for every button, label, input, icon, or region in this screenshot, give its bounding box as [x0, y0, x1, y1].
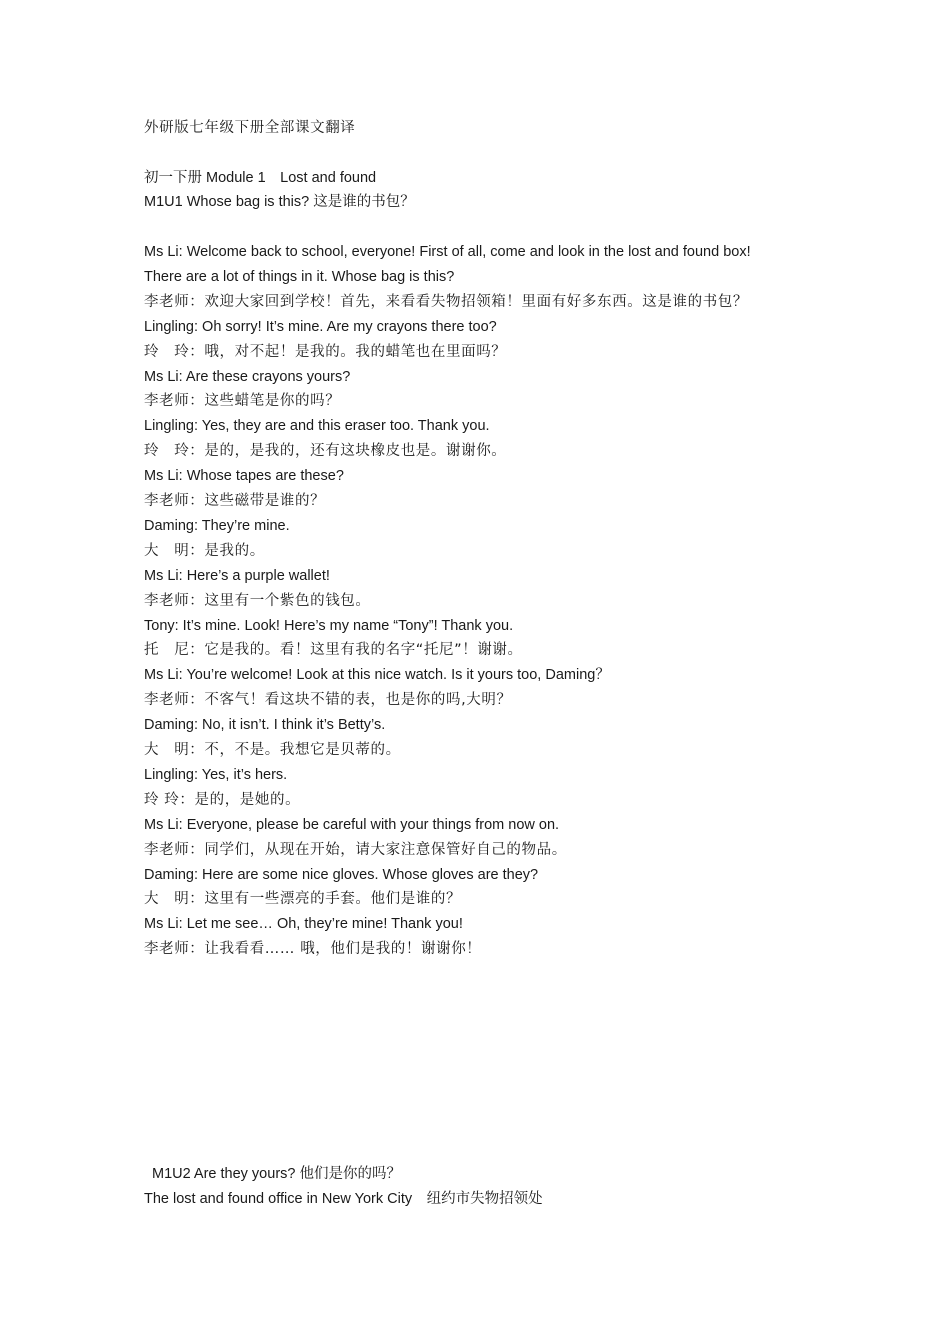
dialogue-line: Lingling: Yes, they are and this eraser too. Thank you. — [144, 418, 490, 434]
dialogue-line: Ms Li: Whose tapes are these? — [144, 468, 344, 484]
unit1-heading: M1U1 Whose bag is this? 这是谁的书包？ — [144, 194, 415, 210]
dialogue-line: Ms Li: Are these crayons yours? — [144, 369, 351, 385]
dialogue-line: Ms Li: Everyone, please be careful with your things from now on. — [144, 817, 560, 833]
dialogue-line: Ms Li: Here’s a purple wallet! — [144, 568, 330, 584]
dialogue-line: 李老师：欢迎大家回到学校！首先，来看看失物招领箱！里面有好多东西。这是谁的书包？ — [144, 294, 748, 310]
dialogue-line: 玲 玲：是的，是她的。 — [144, 792, 301, 808]
dialogue-line: Lingling: Oh sorry! It’s mine. Are my crayons there too? — [144, 319, 497, 335]
document-title: 外研版七年级下册全部课文翻译 — [144, 120, 356, 136]
dialogue-line: 李老师：不客气！看这块不错的表，也是你的吗,大明？ — [144, 692, 512, 708]
dialogue-line: 大 明：不，不是。我想它是贝蒂的。 — [144, 742, 401, 758]
dialogue-line: 李老师：这里有一个紫色的钱包。 — [144, 593, 371, 609]
dialogue-line: 李老师：这些磁带是谁的？ — [144, 493, 326, 509]
unit2-subheading: The lost and found office in New York City 纽约市失物招领处 — [144, 1191, 543, 1207]
dialogue-line: 大 明：是我的。 — [144, 543, 265, 559]
dialogue-line: Daming: They’re mine. — [144, 518, 290, 534]
dialogue-line: Lingling: Yes, it’s hers. — [144, 767, 288, 783]
dialogue-line: Ms Li: Let me see… Oh, they’re mine! Thank you! — [144, 916, 463, 932]
dialogue-line: 托 尼：它是我的。看！这里有我的名字“托尼”！谢谢。 — [144, 642, 523, 658]
unit2-heading: M1U2 Are they yours? 他们是你的吗？ — [152, 1166, 401, 1182]
dialogue-line: Daming: Here are some nice gloves. Whose gloves are they? — [144, 867, 539, 883]
module-heading: 初一下册 Module 1 Lost and found — [144, 170, 377, 186]
dialogue-line: 李老师：同学们，从现在开始，请大家注意保管好自己的物品。 — [144, 842, 567, 858]
dialogue-line: Ms Li: You’re welcome! Look at this nice watch. Is it yours too, Daming？ — [144, 667, 610, 683]
dialogue-line: Daming: No, it isn’t. I think it’s Betty’s. — [144, 717, 386, 733]
dialogue-line: 玲 玲：哦，对不起！是我的。我的蜡笔也在里面吗？ — [144, 344, 507, 360]
dialogue-line: 玲 玲：是的，是我的，还有这块橡皮也是。谢谢你。 — [144, 443, 507, 459]
dialogue-line: 大 明：这里有一些漂亮的手套。他们是谁的？ — [144, 891, 462, 907]
dialogue-line: There are a lot of things in it. Whose bag is this? — [144, 269, 455, 285]
dialogue-line: 李老师：让我看看…… 哦，他们是我的！谢谢你！ — [144, 941, 482, 957]
dialogue-line: 李老师：这些蜡笔是你的吗？ — [144, 393, 341, 409]
dialogue-line: Ms Li: Welcome back to school, everyone! First of all, come and look in the lost and found box! — [144, 244, 751, 260]
dialogue-line: Tony: It’s mine. Look! Here’s my name “Tony”! Thank you. — [144, 618, 514, 634]
